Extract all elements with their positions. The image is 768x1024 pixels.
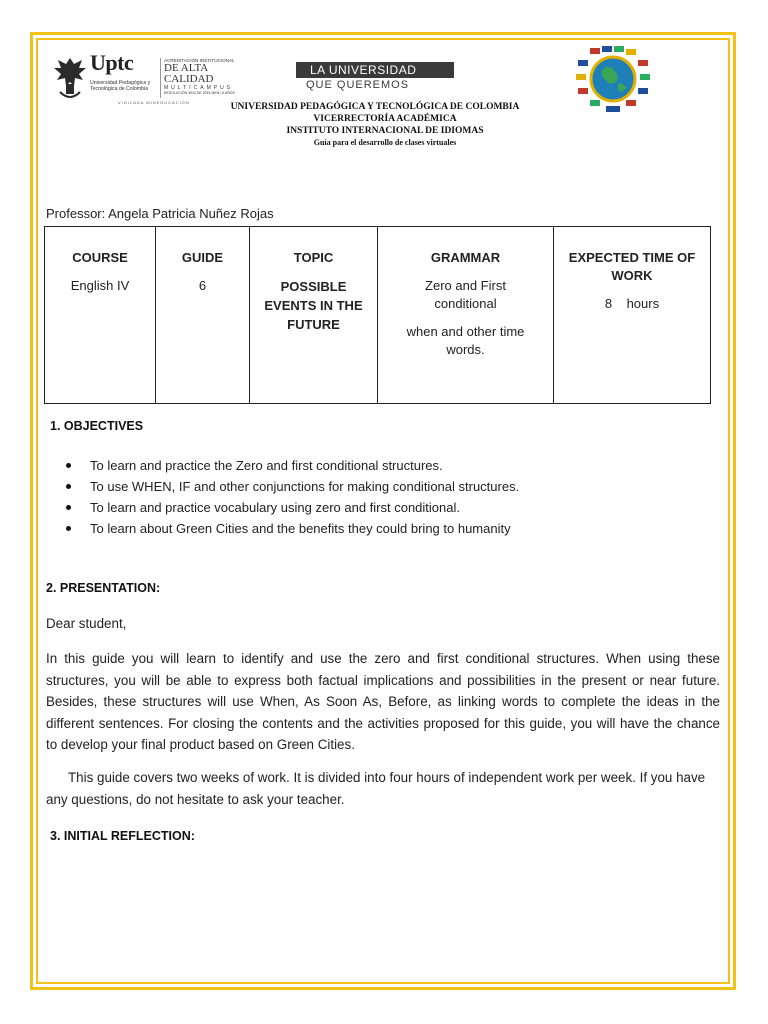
professor-name: Professor: Angela Patricia Nuñez Rojas (46, 206, 274, 221)
list-item: To learn and practice the Zero and first conditional structures. (60, 455, 710, 476)
topic-cell (250, 227, 378, 404)
presentation-paragraph-2: This guide covers two weeks of work. It is divided into four hours of independent work per week. If you have any questions, do not hesitate to ask your teacher. (46, 770, 706, 807)
reflection-title: 3. INITIAL REFLECTION: (50, 829, 195, 843)
slogan-bottom: QUE QUEREMOS (306, 79, 410, 91)
title-university: UNIVERSIDAD PEDAGÓGICA Y TECNOLÓGICA DE COLOMBIA (230, 102, 520, 112)
grammar-value-1: Zero and First conditional (425, 278, 506, 311)
accred-line2: DE ALTA CALIDAD (164, 62, 214, 85)
bullet-icon (66, 463, 71, 468)
uptc-wordmark: Uptc (90, 50, 134, 75)
time-value: 8 hours (604, 296, 660, 311)
title-vicerrectoria: VICERRECTORÍA ACADÉMICA (313, 114, 457, 124)
presentation-title: 2. PRESENTATION: (46, 581, 161, 595)
uptc-tagline: VIGILADA MINEDUCACIÓN (118, 100, 190, 105)
guide-cell (156, 227, 250, 404)
course-cell (45, 227, 156, 404)
accred-line4: RESOLUCIÓN 3910 DE 2015 MEN / 6 AÑOS (164, 91, 235, 95)
presentation-paragraph-1: In this guide you will learn to identify and use the zero and first conditional structures. When using these structures, you will be able to express both factual implications and possibilities in the present or near future. Besides, these structures will use When, As Soon As, Before, as linking words to complete the ideas in the different sentences. For closing the contents and the activities proposed for this guide, you will have the chance to develop your final product based on Green Cities. (46, 651, 720, 752)
accred-line3: MULTICAMPUS (164, 85, 234, 91)
grammar-cell (378, 227, 554, 404)
guide-value: 6 (198, 278, 207, 293)
grammar-header: GRAMMAR (430, 250, 501, 265)
title-institute: INSTITUTO INTERNACIONAL DE IDIOMAS (286, 126, 484, 136)
topic-value: POSSIBLE EVENTS IN THE FUTURE (264, 279, 363, 332)
course-value: English IV (70, 278, 130, 293)
bullet-icon (66, 484, 71, 489)
bullet-icon (66, 526, 71, 531)
uptc-logo (50, 52, 160, 104)
topic-header: TOPIC (293, 250, 334, 265)
grammar-value-2: when and other time words. (406, 324, 525, 357)
list-item: To learn about Green Cities and the benefits they could bring to humanity (60, 518, 710, 539)
globe-flags-icon (576, 46, 650, 116)
accreditation-badge (160, 58, 259, 98)
objectives-list (60, 455, 710, 539)
eagle-crest-icon (52, 54, 88, 104)
objectives-title: 1. OBJECTIVES (50, 419, 144, 433)
course-header: COURSE (72, 250, 128, 265)
slogan-top: LA UNIVERSIDAD (296, 62, 454, 78)
accred-line1: ACREDITACIÓN INSTITUCIONAL (164, 58, 235, 63)
bullet-icon (66, 505, 71, 510)
course-info-table (44, 226, 711, 404)
uptc-subtitle: Universidad Pedagógica y Tecnológica de Colombia (90, 80, 151, 92)
list-item: To use WHEN, IF and other conjunctions for making conditional structures. (60, 476, 710, 497)
institution-titles (150, 101, 620, 149)
time-header: EXPECTED TIME OF WORK (568, 250, 696, 283)
title-guide: Guía para el desarrollo de clases virtuales (313, 138, 457, 147)
institute-globe-logo (576, 46, 650, 116)
list-item: To learn and practice vocabulary using zero and first conditional. (60, 497, 710, 518)
guide-header: GUIDE (181, 250, 224, 265)
time-cell (554, 227, 711, 404)
greeting: Dear student, (46, 616, 127, 631)
